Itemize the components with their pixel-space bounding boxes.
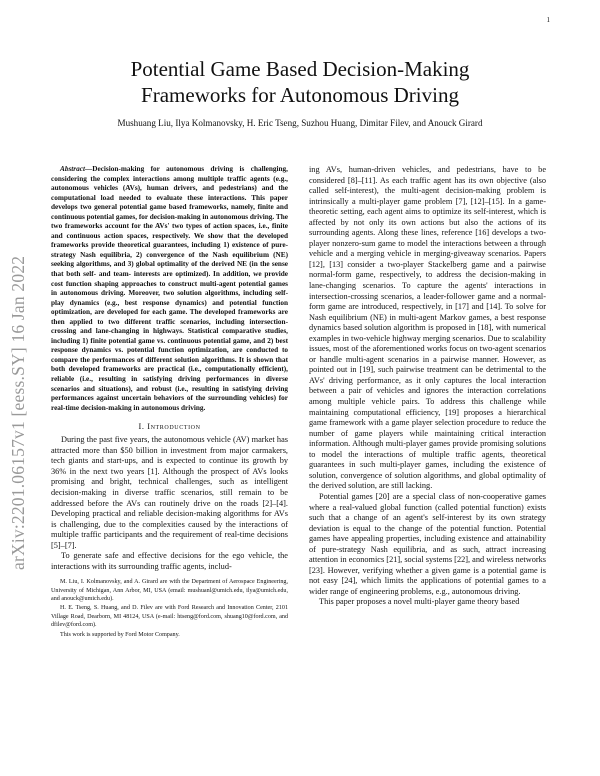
- body-paragraph: This paper proposes a novel multi-player game theory based: [319, 597, 520, 607]
- abstract-label: Abstract: [60, 165, 85, 173]
- footnote-affiliation-michigan: M. Liu, I. Kolmanovsky, and A. Girard are with the Department of Aerospace Engineering, University of Michigan, Ann Arbor, MI, USA (email: mushuanl@umich.edu, ilya@umich.edu, and anouck@umich.edu).: [51, 579, 288, 602]
- abstract: [51, 165, 288, 413]
- author-list: Mushuang Liu, Ilya Kolmanovsky, H. Eric Tseng, Suzhou Huang, Dimitar Filev, and Anouck Girard: [117, 118, 483, 128]
- abstract-text: —Decision-making for autonomous driving is challenging, considering the complex interactions among multiple traffic agents (e.g., autonomous vehicles (AVs), human drivers, and pedestrians) and the computational load needed to evaluate these interactions. This paper develops two general potential game based frameworks, namely, finite and continuous potential games, for decision-making in autonomous driving. The two frameworks account for the AVs' two types of action spaces, i.e., finite and continuous action spaces, respectively. We show that the developed frameworks provide theoretical guarantees, including 1) existence of pure-strategy Nash equilibria, 2) convergence of the Nash equilibrium (NE) seeking algorithms, and 3) global optimality of the derived NE (in the sense that both self- and team- interests are optimized). In addition, we provide cost function shaping approaches to construct multi-agent potential games in autonomous driving. Moreover, two solution algorithms, including self-play dynamics (e.g., best response dynamics) and potential function optimization, are developed for each game. The developed frameworks are then applied to two different traffic scenarios, including intersection-crossing and lane-changing in highways. Statistical comparative studies, including 1) finite potential game vs. continuous potential game, and 2) best response dynamics vs. potential function optimization, are conducted to compare the performances of different solution algorithms. It is shown that both developed frameworks are practical (i.e., computationally efficient), reliable (i.e., resulting in satisfying driving performances in diverse scenarios and situations), and robust (i.e., resulting in satisfying driving performances against uncertain behaviors of the surrounding vehicles) for real-time decision-making in autonomous driving.: [51, 165, 289, 412]
- right-column: [309, 165, 546, 608]
- intro-paragraph: To generate safe and effective decisions for the ego vehicle, the interactions with its surrounding traffic agents, includ-: [51, 551, 288, 571]
- intro-paragraph: During the past five years, the autonomous vehicle (AV) market has attracted more than $50 billion in investment from major carmakers, tech giants and start-ups, and is expected to continue its growth by 36% in the next two years [1]. Although the prospect of AVs looks promising and bright, technical challenges, such as intelligent decision-making in diverse traffic scenarios, still remain to be addressed before the AVs can routinely drive on the roads [2]–[4]. Developing practical and reliable decision-making algorithms for AVs is challenging, due to the complexities caused by the interactions of multiple traffic participants and the requirement of real-time decisions [5]–[7].: [51, 435, 288, 550]
- left-column: [51, 165, 288, 640]
- footnotes: [51, 578, 288, 638]
- section-heading-introduction: I. Introduction: [138, 422, 201, 432]
- body-paragraph: Potential games [20] are a special class of non-cooperative games where a real-valued global function (called potential function) exists such that a change of an agent's self-interest by its own strategy deviation is equal to the change of the potential function. Potential games have appealing properties, including existence and attainability of pure-strategy Nash equilibria, and as such, attract increasing attention in economics [21], social systems [22], and wireless networks [23]. However, verifying whether a given game is a potential game is not easy [24], which limits the applications of potential games to a wider range of engineering problems, e.g., autonomous driving.: [309, 491, 546, 596]
- title-line-2: Frameworks for Autonomous Driving: [141, 83, 459, 107]
- paper-title: [50, 56, 550, 108]
- footnote-funding: This work is supported by Ford Motor Company.: [60, 631, 180, 638]
- page-number: 1: [546, 16, 550, 24]
- footnote-affiliation-ford: H. E. Tseng, S. Huang, and D. Filev are with Ford Research and Innovation Center, 2101 Village Road, Dearborn, MI 48124, USA (e-mail: htseng@ford.com, shuang10@ford.com, and dfilev@ford.com).: [51, 605, 288, 628]
- arxiv-identifier-stamp: arXiv:2201.06157v1 [eess.SY] 16 Jan 2022: [8, 255, 28, 570]
- title-line-1: Potential Game Based Decision-Making: [130, 57, 470, 81]
- body-paragraph: ing AVs, human-driven vehicles, and pedestrians, have to be considered [8]–[11]. As each traffic agent has its own objective (also called self-interest), the multi-agent decision-making problem is intrinsically a multi-player game problem [7], [12]–[15]. In a game-theoretic setting, each agent aims to optimize its self-interest, which is affected by not only its own actions but also the actions of its surrounding agents. Along these lines, reference [16] develops a two-player nonzero-sum game to model the interactions between a through vehicle and a merging vehicle in merging-giveaway scenarios. Papers [12], [13] consider a two-player Stackelberg game and a pairwise normal-form game, respectively, to address the decision-making in lane-changing scenarios. To capture the agents' interactions in intersection-crossing scenarios, a leader-follower game and a normal-form game are introduced, respectively, in [17] and [14]. To solve for Nash equilibrium (NE) in multi-agent Markov games, a best response dynamics based solution algorithm is proposed in [18], with numerical examples in two-vehicle highway merging scenarios. Due to scalability issues, most of the aforementioned works focus on two-agent scenarios or handle multi-agent scenarios in a pairwise manner. However, as pointed out in [19], such pairwise treatment can be detrimental to the AVs' driving performance, as it only captures the local interaction between a pair of vehicles and ignores the interaction correlations among multiple vehicle pairs. To address this challenge while maintaining computational efficiency, [19] proposes a hierarchical game framework with a game player selection procedure to reduce the number of game players while maintaining critical interaction information. Although multi-player games provide promising solutions to model the interactions of multiple traffic agents, theoretical guarantees in such multi-player games, including the existence of solution, convergence of solution algorithms, and global optimality of the derived solution, are still lacking.: [309, 165, 546, 491]
